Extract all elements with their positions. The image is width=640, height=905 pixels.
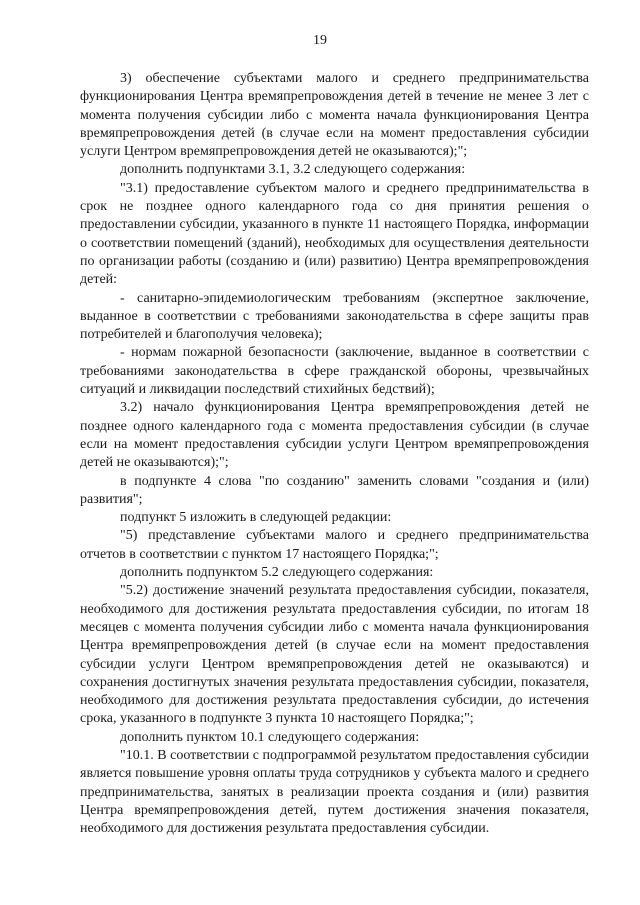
paragraph-item-4-replace: в подпункте 4 слова "по созданию" заменить словами "создания и (или) развития";: [80, 473, 589, 507]
paragraph-item-5: "5) представление субъектами малого и среднего предпринимательства отчетов в соответствии с пунктом 17 настоящего Порядка;";: [80, 528, 589, 562]
paragraph-amend-5-2: дополнить подпунктом 5.2 следующего содержания:: [120, 565, 434, 581]
paragraph-fire-safety: - нормам пожарной безопасности (заключение, выданное в соответствии с требованиями законодательства в сфере гражданской обороны, чрезвычайных ситуаций и ликвидации последствий стихийных бедствий);: [80, 345, 589, 398]
paragraph-amend-3-1-3-2: дополнить подпунктами 3.1, 3.2 следующего содержания:: [120, 162, 466, 178]
paragraph-item-10-1: "10.1. В соответствии с подпрограммой результатом предоставления субсидии является повышение уровня оплаты труда сотрудников у субъекта малого и среднего предпринимательства, занятых в реализации проекта создания и (или) развития Центра времяпрепровождения детей, путем достижения значения показателя, необходимого для достижения результата предоставления субсидии.: [80, 747, 589, 837]
document-body: [80, 70, 589, 838]
page-number: 19: [313, 33, 327, 48]
paragraph-amend-10-1: дополнить пунктом 10.1 следующего содержания:: [120, 729, 420, 745]
paragraph-item-3-2: 3.2) начало функционирования Центра времяпрепровождения детей не позднее одного календарного года с момента предоставления субсидии (в случае если на момент предоставления субсидии услуги Центром времяпрепровождения детей не оказываются);";: [80, 400, 589, 471]
paragraph-item-3: 3) обеспечение субъектами малого и среднего предпринимательства функционирования Центра времяпрепровождения детей в течение не менее 3 лет с момента получения субсидии либо с момента начала функционирования Центра времяпрепровождения детей (в случае если на момент предоставления субсидии услуги Центром времяпрепровождения детей не оказываются);";: [80, 71, 589, 160]
paragraph-item-5-2: "5.2) достижение значений результата предоставления субсидии, показателя, необходимого для достижения результата предоставления субсидии, по итогам 18 месяцев с момента получения субсидии либо с момента начала функционирования Центра времяпрепровождения детей (в случае если на момент предоставления субсидии услуги Центром времяпрепровождения детей не оказываются) и сохранения достигнутых значения результата предоставления субсидии, показателя, необходимого для достижения результата предоставления субсидии, до истечения срока, указанного в подпункте 3 пункта 10 настоящего Порядка;";: [80, 583, 589, 727]
paragraph-item-3-1: "3.1) предоставление субъектом малого и среднего предпринимательства в срок не позднее одного календарного года со дня принятия решения о предоставлении субсидии, указанного в пункте 11 настоящего Порядка, информации о соответствии помещений (зданий), необходимых для осуществления деятельности по организации работы (созданию и (или) развитию) Центра времяпрепровождения детей:: [80, 180, 589, 288]
paragraph-item-5-redaction: подпункт 5 изложить в следующей редакции:: [120, 510, 392, 526]
paragraph-sanitary-requirements: - санитарно-эпидемиологическим требованиям (экспертное заключение, выданное в соответствии с требованиями законодательства в сфере защиты прав потребителей и благополучия человека);: [80, 290, 589, 343]
